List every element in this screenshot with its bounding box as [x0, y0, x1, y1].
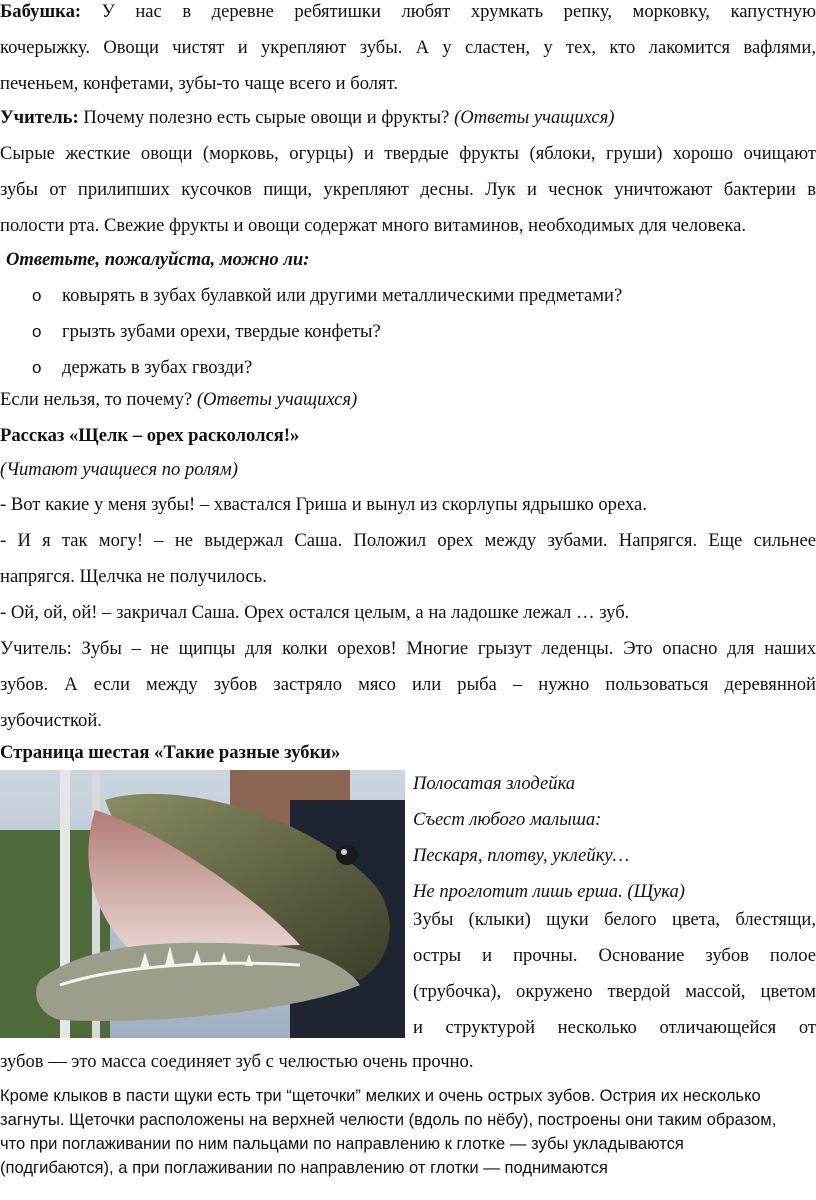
poem-line: Съест любого малыша:: [413, 809, 602, 830]
riddle-poem: [413, 772, 816, 904]
list-item: [0, 320, 816, 344]
teacher-question: [0, 106, 816, 130]
paragraph-line: остры и прочны. Основание зубов полое: [413, 945, 816, 966]
text-span: Если нельзя, то почему?: [0, 389, 193, 410]
list-item-text: ковырять в зубах булавкой или другими металлическими предметами?: [62, 285, 623, 306]
why-line: [0, 388, 816, 412]
speaker-label: Учитель:: [0, 107, 79, 128]
list-item-text: держать в зубах гвозди?: [62, 357, 253, 378]
paragraph-line: полости рта. Свежие фрукты и овощи содержат много витаминов, необходимых для человека.: [0, 215, 747, 236]
paragraph-line: что при поглаживании по ним пальцами по направлению к глотке — зубы укладываются: [0, 1134, 684, 1153]
paragraph-line: кочерыжку. Овощи чистят и укрепляют зубы. А у сластен, у тех, кто лакомится вафлями,: [0, 37, 816, 58]
paragraph-line: Сырые жесткие овощи (морковь, огурцы) и твердые фрукты (яблоки, груши) хорошо очищают: [0, 143, 816, 164]
note-text: (Читают учащиеся по ролям): [0, 459, 238, 480]
story-title: [0, 424, 816, 448]
paragraph-line: зубов — это масса соединяет зуб с челюстью очень прочно.: [0, 1051, 474, 1072]
paragraph-line: - И я так могу! – не выдержал Саша. Положил орех между зубами. Напрягся. Еще сильнее: [0, 530, 816, 551]
story-note: [0, 458, 816, 482]
paragraph-line: - Ой, ой, ой! – закричал Саша. Орех остался целым, а на ладошке лежал … зуб.: [0, 602, 630, 623]
paragraph-line: зубов. А если между зубов застряло мясо или рыба – нужно пользоваться деревянной: [0, 674, 816, 695]
paragraph-line: [0, 0, 816, 24]
paragraph-line: Зубы (клыки) щуки белого цвета, блестящи,: [413, 909, 816, 930]
bullet-marker: o: [32, 358, 42, 377]
paragraph-line: печеньем, конфетами, зубы-то чаще всего и болят.: [0, 73, 398, 94]
grandmother-paragraph: [0, 0, 816, 96]
teeth-description-end: [0, 1050, 816, 1074]
vegetables-paragraph: [0, 142, 816, 238]
paragraph-line: зубочисткой.: [0, 710, 102, 731]
paragraph-line: зубы от прилипших кусочков пищи, укрепляют десны. Лук и чеснок уничтожают бактерии в: [0, 179, 816, 200]
poem-line: Не проглотит лишь ерша. (Щука): [413, 881, 685, 902]
paragraph-line: Кроме клыков в пасти щуки есть три “щеточки” мелких и очень острых зубов. Острия их несколько: [0, 1086, 761, 1105]
question-heading: [6, 248, 816, 272]
list-item-text: грызть зубами орехи, твердые конфеты?: [62, 321, 381, 342]
bullet-marker: o: [32, 322, 42, 341]
paragraph-line: [0, 388, 816, 412]
pike-photo: [0, 770, 405, 1038]
story-text: [0, 493, 816, 733]
brushes-paragraph: [0, 1084, 816, 1180]
bullet-marker: o: [32, 286, 42, 305]
paragraph-line: напрягся. Щелчка не получилось.: [0, 566, 267, 587]
paragraph-line: (подгибаются), а при поглаживании по направлению от глотки — поднимаются: [0, 1158, 608, 1177]
section-title: [0, 741, 816, 765]
note-span: (Ответы учащихся): [196, 389, 358, 410]
paragraph-line: Учитель: Зубы – не щипцы для колки орехов! Многие грызут леденцы. Это опасно для наших: [0, 638, 816, 659]
pike-image: [0, 770, 405, 1038]
speaker-label: Бабушка:: [0, 1, 82, 22]
bullet-list: [0, 284, 816, 380]
text-span: У нас в деревне ребятишки любят хрумкать репку, морковку, капустную: [101, 1, 816, 22]
text-span: Почему полезно есть сырые овощи и фрукты?: [83, 107, 450, 128]
paragraph-line: (трубочка), окружено твердой массой, цветом: [413, 981, 816, 1002]
poem-line: Полосатая злодейка: [413, 773, 576, 794]
heading-text: Рассказ «Щелк – орех раскололся!»: [0, 425, 300, 446]
poem-line: Пескаря, плотву, уклейку…: [413, 845, 630, 866]
teeth-description: [413, 908, 816, 1040]
paragraph-line: - Вот какие у меня зубы! – хвастался Гриша и вынул из скорлупы ядрышко ореха.: [0, 494, 647, 515]
heading-text: Страница шестая «Такие разные зубки»: [0, 742, 341, 763]
paragraph-line: [0, 106, 816, 130]
paragraph-line: и структурой несколько отличающейся от: [413, 1017, 816, 1038]
question-text: Ответьте, пожалуйста, можно ли:: [6, 249, 310, 270]
paragraph-line: загнуты. Щеточки расположены на верхней челюсти (вдоль по нёбу), построены они таким образом,: [0, 1110, 777, 1129]
note-span: (Ответы учащихся): [454, 107, 615, 128]
list-item: [0, 284, 816, 308]
list-item: [0, 356, 816, 380]
